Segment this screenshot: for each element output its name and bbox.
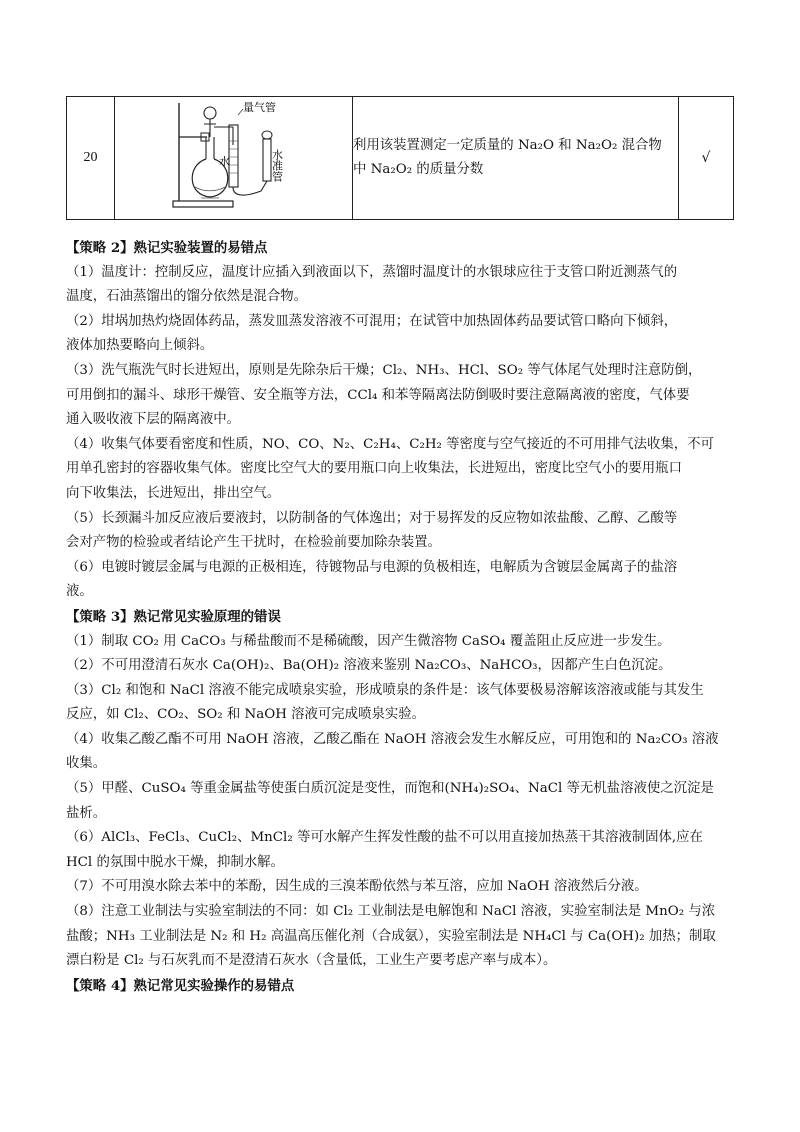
text-line: HCl 的氛围中脱水干燥，抑制水解。 [66, 854, 284, 870]
text-line: 可用倒扣的漏斗、球形干燥管、安全瓶等方法，CCl₄ 和苯等隔离法防倒吸时要注意隔离液的密度，气体要 [66, 387, 690, 403]
label-level-tube: 水准管 [270, 149, 284, 182]
text-line: （6）AlCl₃、FeCl₃、CuCl₂、MnCl₂ 等可水解产生挥发性酸的盐不可以用直接加热蒸干其溶液制固体,应在 [66, 830, 703, 846]
text-line: （3）洗气瓶洗气时长进短出，原则是先除杂后干燥；Cl₂、NH₃、HCl、SO₂ 等气体尾气处理时注意防倒， [66, 362, 702, 378]
text-line: 漂白粉是 Cl₂ 与石灰乳而不是澄清石灰水（含量低，工业生产要考虑产率与成本）。 [66, 953, 557, 969]
text-line: 向下收集法，长进短出，排出空气。 [66, 485, 281, 501]
experiment-table [66, 96, 734, 220]
text-line: （4）收集气体要看密度和性质，NO、CO、N₂、C₂H₄、C₂H₂ 等密度与空气接近的不可用排气法收集，不可 [66, 436, 714, 452]
text-line: （5）甲醛、CuSO₄ 等重金属盐等使蛋白质沉淀是变性，而饱和(NH₄)₂SO₄、NaCl 等无机盐溶液使之沉淀是 [66, 781, 714, 797]
description-line-2: 中 Na₂O₂ 的质量分数 [353, 162, 484, 177]
text-line: 液。 [66, 584, 93, 600]
text-line: （6）电镀时镀层金属与电源的正极相连，待镀物品与电源的负极相连，电解质为含镀层金属离子的盐溶 [66, 559, 678, 575]
row-number: 20 [67, 97, 115, 220]
text-line: （2）不可用澄清石灰水 Ca(OH)₂、Ba(OH)₂ 溶液来鉴别 Na₂CO₃、NaHCO₃，因都产生白色沉淀。 [66, 658, 672, 674]
text-line: 温度，石油蒸馏出的馏分依然是混合物。 [66, 289, 308, 305]
apparatus-figure-cell [115, 97, 353, 220]
text-line: 反应，如 Cl₂、CO₂、SO₂ 和 NaOH 溶液可完成喷泉实验。 [66, 707, 426, 723]
text-line: （1）温度计：控制反应，温度计应插入到液面以下，蒸馏时温度计的水银球应往于支管口附近测蒸气的 [66, 264, 678, 280]
text-line: （8）注意工业制法与实验室制法的不同：如 Cl₂ 工业制法是电解饱和 NaCl 溶液，实验室制法是 MnO₂ 与浓 [66, 904, 716, 920]
section-heading: 【策略 2】熟记实验装置的易错点 [66, 240, 268, 256]
row-description [353, 97, 679, 220]
text-line: （2）坩埚加热灼烧固体药品，蒸发皿蒸发溶液不可混用；在试管中加热固体药品要试管口略向下倾斜， [66, 313, 678, 329]
apparatus-diagram [115, 97, 351, 219]
label-water: 水 [219, 155, 230, 168]
text-line: 用单孔密封的容器收集气体。密度比空气大的要用瓶口向上收集法，长进短出，密度比空气小的要用瓶口 [66, 461, 682, 477]
text-line: （1）制取 CO₂ 用 CaCO₃ 与稀盐酸而不是稀硫酸，因产生微溶物 CaSO₄ 覆盖阻止反应进一步发生。 [66, 633, 671, 649]
check-mark: √ [679, 97, 734, 220]
text-line: （4）收集乙酸乙酯不可用 NaOH 溶液，乙酸乙酯在 NaOH 溶液会发生水解反应，可用饱和的 Na₂CO₃ 溶液 [66, 731, 719, 747]
text-line: （5）长颈漏斗加反应液后要液封，以防制备的气体逸出；对于易挥发的反应物如浓盐酸、乙醇、乙酸等 [66, 510, 678, 526]
label-gas-tube: 量气管 [243, 101, 276, 114]
section-heading: 【策略 4】熟记常见实验操作的易错点 [66, 977, 295, 994]
text-line: 液体加热要略向上倾斜。 [66, 338, 214, 354]
text-line: 盐析。 [66, 805, 107, 821]
description-line-1: 利用该装置测定一定质量的 Na₂O 和 Na₂O₂ 混合物 [353, 138, 662, 153]
text-line: 会对产物的检验或者结论产生干扰时，在检验前要加除杂装置。 [66, 535, 441, 551]
text-line: （3）Cl₂ 和饱和 NaCl 溶液不能完成喷泉实验，形成喷泉的条件是：该气体要极易溶解该溶液或能与其发生 [66, 682, 704, 698]
text-line: 通入吸收液下层的隔离液中。 [66, 412, 241, 428]
section-heading: 【策略 3】熟记常见实验原理的错误 [66, 608, 281, 625]
text-line: 盐酸；NH₃ 工业制法是 N₂ 和 H₂ 高温高压催化剂（合成氨），实验室制法是 NH₄Cl 与 Ca(OH)₂ 加热；制取 [66, 928, 716, 944]
table-row [67, 97, 734, 220]
strategy-content [66, 236, 736, 998]
text-line: （7）不可用溴水除去苯中的苯酚，因生成的三溴苯酚依然与苯互溶，应加 NaOH 溶液然后分液。 [66, 879, 648, 895]
text-line: 收集。 [66, 756, 107, 772]
